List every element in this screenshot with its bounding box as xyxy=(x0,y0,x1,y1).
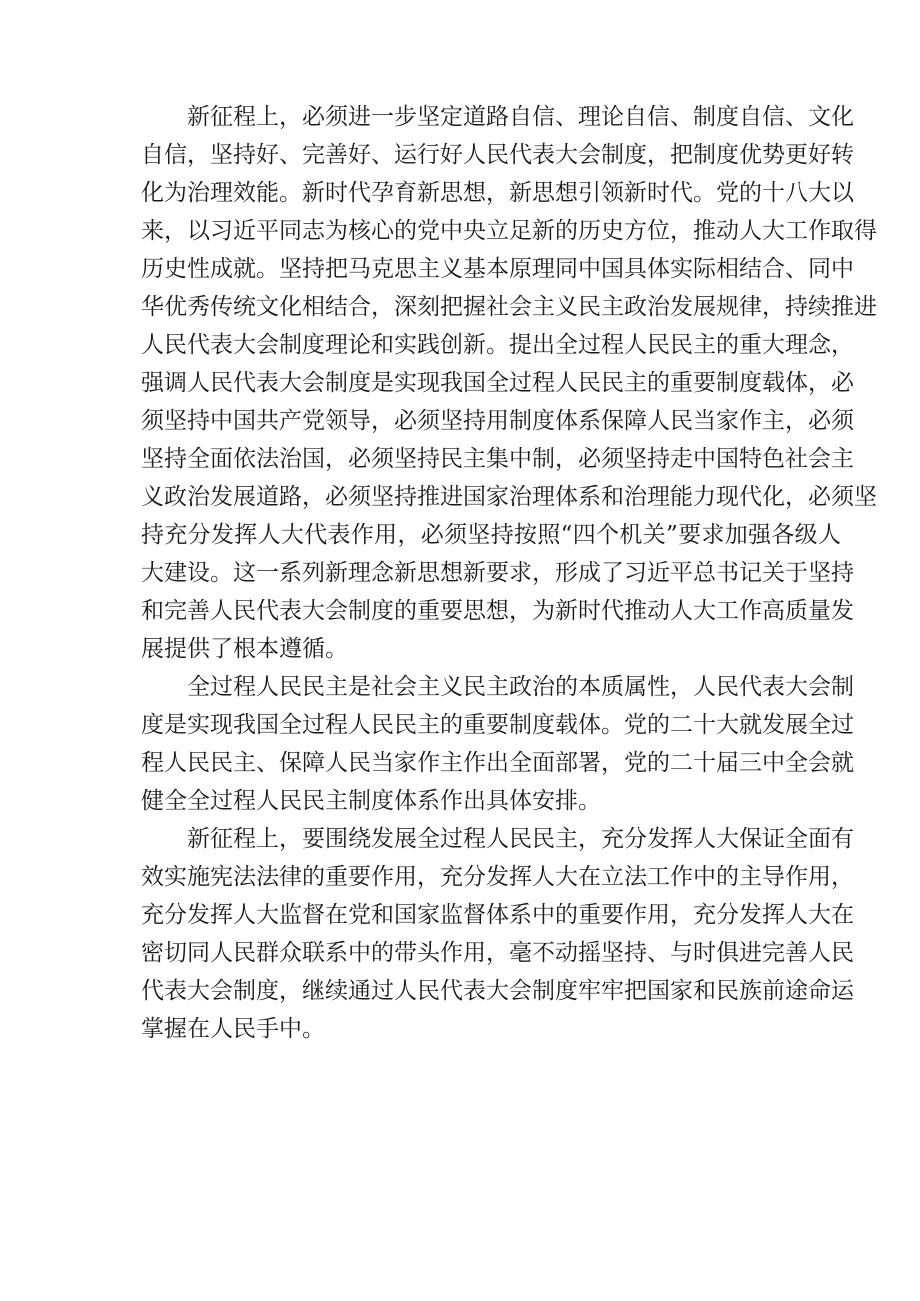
paragraph-1-line: 新征程上，必须进一步坚定道路自信、理论自信、制度自信、文化 xyxy=(187,104,854,130)
paragraph-3-line: 新征程上，要围绕发展全过程人民民主，充分发挥人大保证全面有 xyxy=(187,826,854,852)
paragraph-3-line: 效实施宪法法律的重要作用，充分发挥人大在立法工作中的主导作用， xyxy=(141,864,854,890)
paragraph-1-line: 大建设。这一系列新理念新思想新要求，形成了习近平总书记关于坚持 xyxy=(141,560,854,586)
paragraph-1-line: 和完善人民代表大会制度的重要思想，为新时代推动人大工作高质量发 xyxy=(141,598,854,624)
paragraph-3-line: 代表大会制度，继续通过人民代表大会制度牢牢把国家和民族前途命运 xyxy=(141,978,854,1004)
paragraph-1-line: 坚持全面依法治国，必须坚持民主集中制，必须坚持走中国特色社会主 xyxy=(141,446,854,472)
paragraph-2-line: 度是实现我国全过程人民民主的重要制度载体。党的二十大就发展全过 xyxy=(141,712,854,738)
paragraph-1-line: 展提供了根本遵循。 xyxy=(141,636,348,662)
paragraph-1-line: 来，以习近平同志为核心的党中央立足新的历史方位，推动人大工作取得 xyxy=(141,218,877,244)
paragraph-1-line: 历史性成就。坚持把马克思主义基本原理同中国具体实际相结合、同中 xyxy=(141,256,854,282)
document-body xyxy=(141,98,877,1048)
paragraph-3-line: 密切同人民群众联系中的带头作用，毫不动摇坚持、与时俱进完善人民 xyxy=(141,940,854,966)
paragraph-1-line: 人民代表大会制度理论和实践创新。提出全过程人民民主的重大理念， xyxy=(141,332,854,358)
paragraph-3-line: 充分发挥人大监督在党和国家监督体系中的重要作用，充分发挥人大在 xyxy=(141,902,854,928)
paragraph-2-line: 程人民民主、保障人民当家作主作出全面部署，党的二十届三中全会就 xyxy=(141,750,854,776)
paragraph-3-line: 掌握在人民手中。 xyxy=(141,1016,325,1042)
paragraph-2-line: 全过程人民民主是社会主义民主政治的本质属性，人民代表大会制 xyxy=(187,674,854,700)
paragraph-2-line: 健全全过程人民民主制度体系作出具体安排。 xyxy=(141,788,601,814)
paragraph-1-line: 化为治理效能。新时代孕育新思想，新思想引领新时代。党的十八大以 xyxy=(141,180,854,206)
paragraph-1-line: 持充分发挥人大代表作用，必须坚持按照“四个机关”要求加强各级人 xyxy=(141,522,841,548)
paragraph-1-line: 须坚持中国共产党领导，必须坚持用制度体系保障人民当家作主，必须 xyxy=(141,408,854,434)
paragraph-1-line: 自信，坚持好、完善好、运行好人民代表大会制度，把制度优势更好转 xyxy=(141,142,854,168)
paragraph-1-line: 强调人民代表大会制度是实现我国全过程人民民主的重要制度载体，必 xyxy=(141,370,854,396)
paragraph-1-line: 华优秀传统文化相结合，深刻把握社会主义民主政治发展规律，持续推进 xyxy=(141,294,877,320)
paragraph-1-line: 义政治发展道路，必须坚持推进国家治理体系和治理能力现代化，必须坚 xyxy=(141,484,877,510)
